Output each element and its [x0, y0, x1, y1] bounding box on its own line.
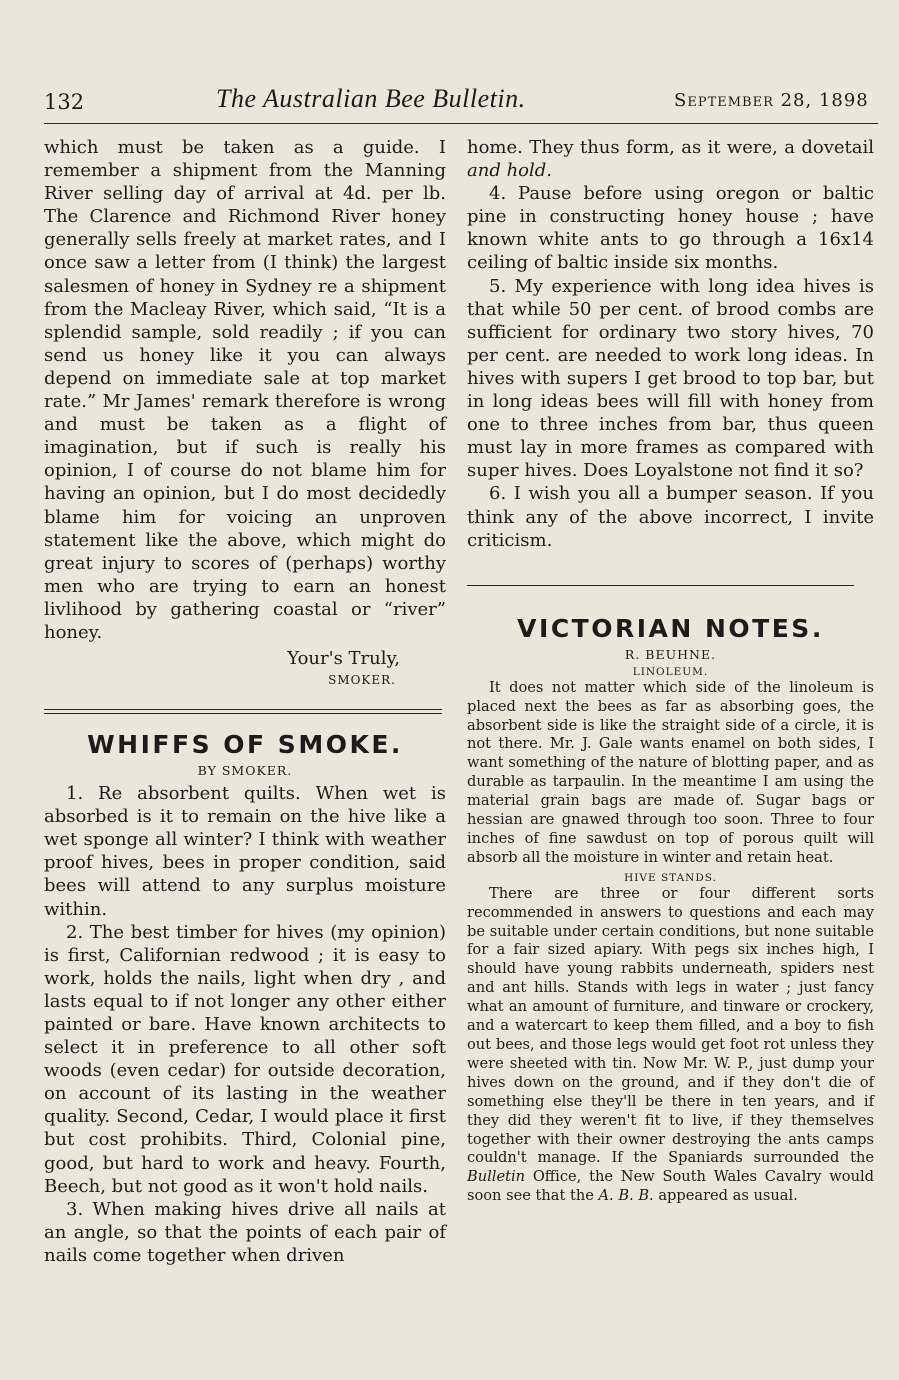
paragraph: 3. When making hives drive all nails at an angle, so that the points of each pair of nails come together when driven: [44, 1198, 446, 1266]
paragraph: [467, 885, 874, 1206]
paragraph: 6. I wish you all a bumper season. If you think any of the above incorrect, I invite criticism.: [467, 483, 874, 551]
continuation-text: home. They thus form, as it were, a dovetail: [467, 137, 874, 158]
article-author: R. BEUHNE.: [624, 646, 717, 662]
whiffs-continuation: [467, 136, 874, 182]
article-title: VICTORIAN NOTES.: [517, 613, 824, 643]
text-run: Office, the New South Wales Cavalry would soon see that the: [467, 1168, 874, 1205]
page-number: 132: [44, 90, 85, 114]
journal-title: The Australian Bee Bulletin.: [216, 84, 526, 113]
continuation-italic: and hold.: [467, 160, 552, 182]
running-header: [44, 80, 884, 120]
issue-date: September 28, 1898: [674, 90, 869, 111]
paragraph: 4. Pause before using oregon or baltic pine in constructing honey house ; have known white ants to go through a 16x14 ceiling of baltic inside six months.: [467, 183, 874, 274]
letter-continuation: which must be taken as a guide. I remember a shipment from the Manning River selling day of arrival at 4d. per lb. The Clarence and Richmond River honey generally sells freely at market rates, and I once saw a letter from (I think) the largest salesmen of honey in Sydney re a shipment from the Macleay River, which said, “It is a splendid sample, sold readily ; if you can send us honey like it you can always depend on immediate sale at top market rate.” Mr James' remark therefore is wrong and must be taken as a flight of imagination, but if such is really his opinion, I of course do not blame him for having an opinion, but I do most decidedly blame him for voicing an unproven statement like the above, which might do great injury to scores of (perhaps) worthy men who are trying to earn an honest livlihood by gathering coastal or “river” honey.: [44, 137, 446, 643]
text-run: There are three or four different sorts recommended in answers to questions and each may be suitable under certain conditions, but none suitable for a fair sized apiary. With pegs six inches high, I should have young rabbits underneath, spiders nest and ant hills. Stands with legs in water ; just fancy what an amount of furniture, and tinware or crockery, and a watercart to keep them filled, and a boy to fish out bees, and those legs would get foot rot unless they were sheeted with tin. Now Mr. W. P., just dump your hives down on the ground, and if they don't die of something else they'll be there in ten years, and if they did they weren't fit to live, if they themselves together with their owner destroying the ants camps couldn't manage. If the Spaniards surrounded the: [467, 884, 874, 1167]
victorian-notes-article: [467, 614, 874, 1206]
right-column: [467, 136, 874, 1206]
italic-run: Bulletin: [467, 1168, 526, 1186]
left-column: [44, 136, 446, 1267]
paragraph: 1. Re absorbent quilts. When wet is absorbed is it to remain on the hive like a wet sponge all winter? I think with weather proof hives, bees in proper condition, said bees will attend to any surplus moisture within.: [44, 783, 446, 920]
italic-run: A. B. B.: [598, 1187, 654, 1205]
paragraph: It does not matter which side of the linoleum is placed next the bees as far as absorbing goes, the absorbent side is like the straight side of a circle, it is not there. Mr. J. Gale wants enamel on both sides, I want something of the nature of blotting paper, and as durable as tarpaulin. In the meantime I am using the material grain bags are made of. Sugar bags or hessian are gnawed through too soon. Three to four inches of fine sawdust on top of porous quilt will absorb all the moisture in winter and retain heat.: [467, 678, 874, 866]
subheading-hive-stands: HIVE STANDS.: [624, 871, 717, 884]
subheading-linoleum: LINOLEUM.: [632, 665, 709, 678]
section-divider: [467, 585, 854, 586]
section-divider: [44, 709, 442, 714]
header-rule: [44, 123, 878, 124]
letter-signature: SMOKER.: [328, 673, 396, 688]
paragraph: 5. My experience with long idea hives is that while 50 per cent. of brood combs are sufficient for ordinary two story hives, 70 per cent. are needed to work long ideas. In hives with supers I get brood to top bar, but in long ideas bees will fill with honey from one to three inches from bar, thus queen must lay in more frames as compared with super hives. Does Loyalstone not find it so?: [467, 275, 874, 482]
article-byline: BY SMOKER.: [197, 763, 293, 779]
whiffs-of-smoke-article: [44, 730, 446, 1267]
letter-closing: Your's Truly,: [287, 648, 400, 670]
article-title: WHIFFS OF SMOKE.: [87, 730, 403, 760]
text-run: appeared as usual.: [653, 1187, 798, 1205]
paragraph: 2. The best timber for hives (my opinion) is first, Californian redwood ; it is easy to work, holds the nails, light when dry , and lasts equal to if not longer any other either painted or bare. Have known architects to select it in preference to all other soft woods (even cedar) for outside decoration, on account of its lasting in the weather quality. Second, Cedar, I would place it first but cost prohibits. Third, Colonial pine, good, but hard to work and heavy. Fourth, Beech, but not good as it won't hold nails.: [44, 921, 446, 1197]
